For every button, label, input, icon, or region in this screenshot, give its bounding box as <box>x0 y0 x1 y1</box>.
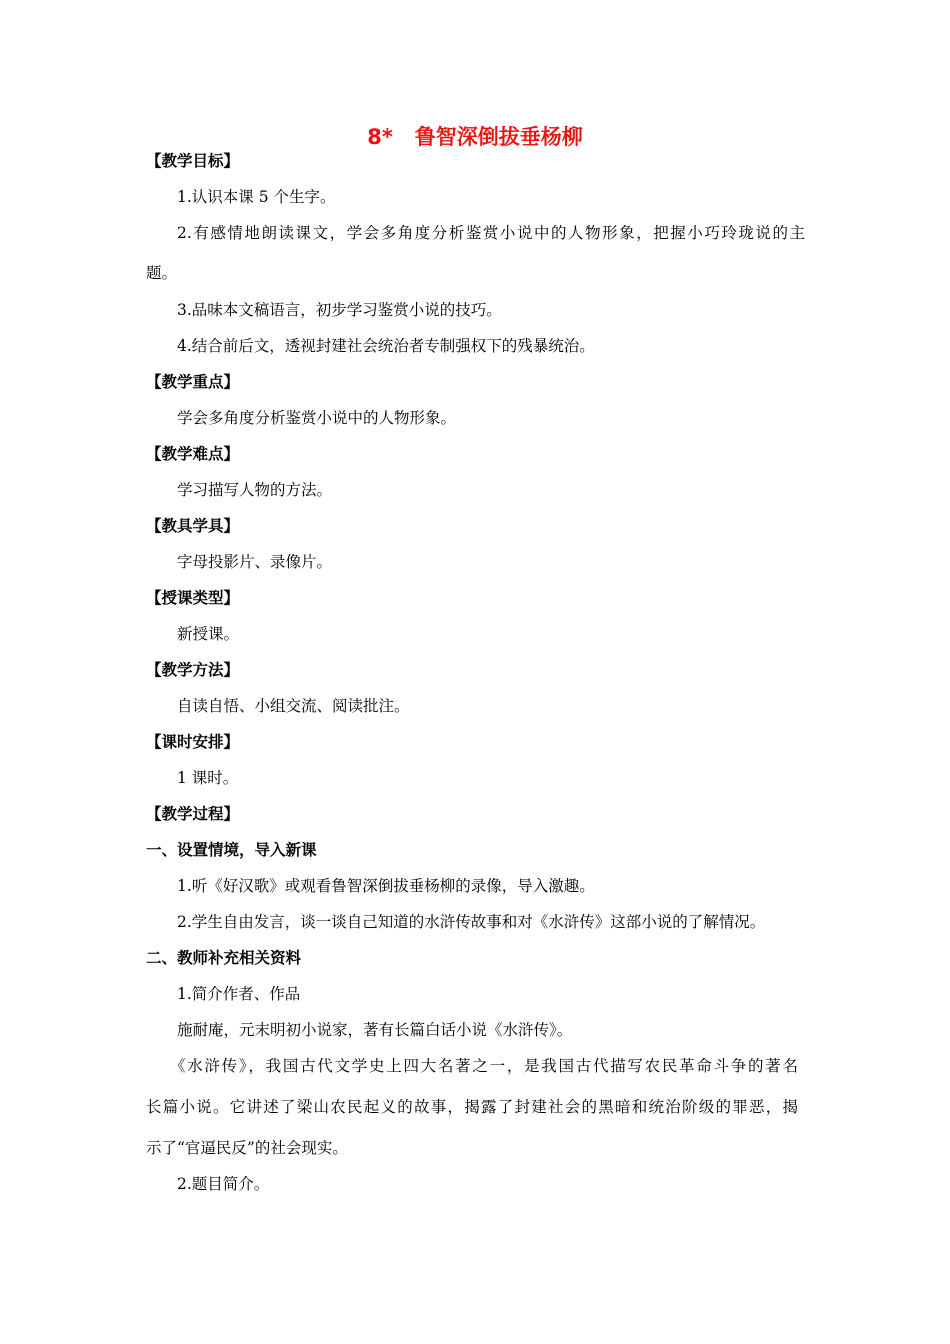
tools-text: 字母投影片、录像片。 <box>177 553 333 571</box>
author-paragraph: 施耐庵，元末明初小说家，著有长篇白话小说《水浒传》。 <box>177 1021 573 1039</box>
key-points-text: 学会多角度分析鉴赏小说中的人物形象。 <box>177 409 457 427</box>
part2-item: 1.简介作者、作品 <box>177 985 301 1003</box>
part2-heading: 二、教师补充相关资料 <box>146 949 302 967</box>
difficulties-heading: 【教学难点】 <box>146 445 240 463</box>
difficulties-text: 学习描写人物的方法。 <box>177 481 333 499</box>
methods-text: 自读自悟、小组交流、阅读批注。 <box>177 697 410 715</box>
key-points-heading: 【教学重点】 <box>146 373 240 391</box>
work-paragraph-line: 长篇小说。它讲述了梁山农民起义的故事，揭露了封建社会的黑暗和统治阶级的罪恶，揭 <box>146 1098 798 1116</box>
part1-item: 2.学生自由发言，谈一谈自己知道的水浒传故事和对《水浒传》这部小说的了解情况。 <box>177 913 766 931</box>
objective-item: 1.认识本课 5 个生字。 <box>177 188 336 206</box>
schedule-heading: 【课时安排】 <box>146 733 240 751</box>
objective-item-continued: 题。 <box>146 264 178 282</box>
objective-item: 4.结合前后文，透视封建社会统治者专制强权下的残暴统治。 <box>177 337 595 355</box>
part1-heading: 一、设置情境，导入新课 <box>146 841 317 859</box>
objective-item: 2.有感情地朗读课文，学会多角度分析鉴赏小说中的人物形象，把握小巧玲珑说的主 <box>177 224 805 242</box>
objective-item: 3.品味本文稿语言，初步学习鉴赏小说的技巧。 <box>177 301 502 319</box>
objectives-heading: 【教学目标】 <box>146 152 240 170</box>
document-title: 8* 鲁智深倒拔垂杨柳 <box>367 125 583 149</box>
tools-heading: 【教具学具】 <box>146 517 240 535</box>
work-paragraph-line: 示了“官逼民反”的社会现实。 <box>146 1139 348 1157</box>
lesson-type-text: 新授课。 <box>177 625 240 643</box>
work-paragraph-line: 《水浒传》，我国古代文学史上四大名著之一，是我国古代描写农民革命斗争的著名 <box>170 1057 798 1075</box>
lesson-type-heading: 【授课类型】 <box>146 589 240 607</box>
methods-heading: 【教学方法】 <box>146 661 240 679</box>
schedule-text: 1 课时。 <box>177 769 239 787</box>
part2-item: 2.题目简介。 <box>177 1175 270 1193</box>
part1-item: 1.听《好汉歌》或观看鲁智深倒拔垂杨柳的录像，导入激趣。 <box>177 877 595 895</box>
process-heading: 【教学过程】 <box>146 805 240 823</box>
